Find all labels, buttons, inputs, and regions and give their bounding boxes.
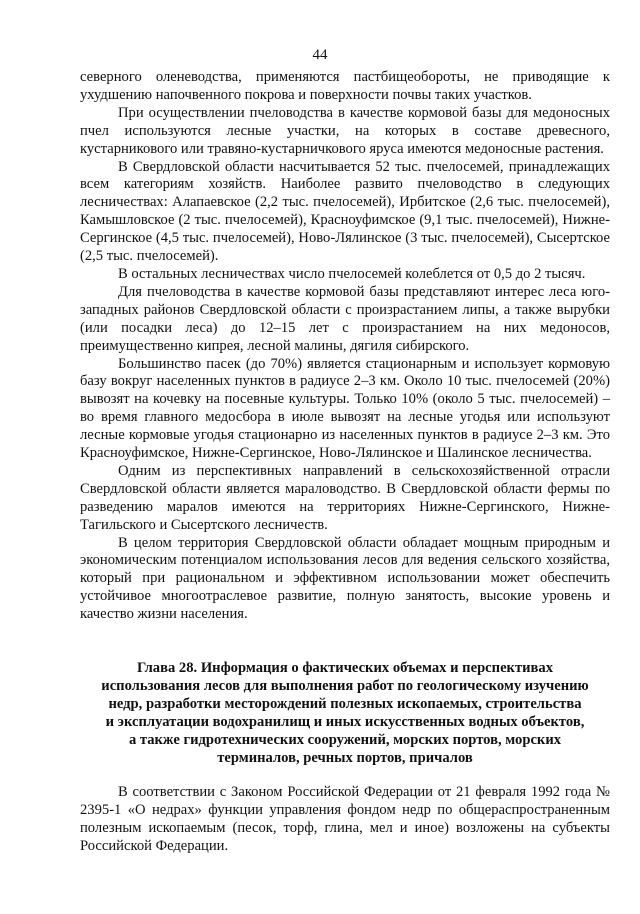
paragraph-summary: В целом территория Свердловской области обладает мощным природным и экономическим потенциалом использования лесов для ведения сельского хозяйства, который при рациональном и эффективном использовании может обеспечить устойчивое многоотраслевое развитие, полную занятость, высокие уровень и качество жизни населения. (80, 534, 610, 623)
paragraph-apiaries: Большинство пасек (до 70%) является стационарным и использует кормовую базу вокруг населенных пунктов в радиусе 2–3 км. Около 10 тыс. пчелосемей (20%) вывозят на кочевку на посевные культуры. Только 10% (около 5 тыс. пчелосемей) – во время главного медосбора в июле вывозят на лесные угодья или используют лесные кормовые угодья стационарно из населенных пунктов в радиусе 2–3 км. Это Красноуфимское, Нижне-Сергинское, Ново-Лялинское и Шалинское лесничества. (80, 355, 610, 462)
chapter-heading-line: использования лесов для выполнения работ по геологическому изучению (101, 677, 589, 694)
paragraph-subsoil-law: В соответствии с Законом Российской Федерации от 21 февраля 1992 года № 2395-1 «О недрах» функции управления фондом недр по общераспространенным полезным ископаемым (песок, торф, глина, мел и иное) возложены на субъекты Российской Федерации. (80, 784, 610, 854)
page-number: 44 (312, 47, 328, 63)
paragraph-other-forestries: В остальных лесничествах число пчелосемей колеблется от 0,5 до 2 тысяч. (118, 265, 586, 282)
chapter-heading-line: терминалов, речных портов, причалов (217, 749, 473, 766)
chapter-heading-line: а также гидротехнических сооружений, морских портов, морских (128, 731, 562, 748)
paragraph-bee-colonies: В Свердловской области насчитывается 52 тыс. пчелосемей, принадлежащих всем категориям хозяйств. Наиболее развито пчеловодство в следующих лесничествах: Алапаевское (2,2 тыс. пчелосемей), Ирбитское (2,6 тыс. пчелосемей), Камышловское (2 тыс. пчелосемей), Красноуфимское (9,1 тыс. пчелосемей), Нижне-Сергинское (4,5 тыс. пчелосемей), Ново-Лялинское (3 тыс. пчелосемей), Сысертское (2,5 тыс. пчелосемей). (80, 158, 610, 265)
chapter-heading-line: недр, разработки месторождений полезных ископаемых, строительства (108, 695, 582, 712)
paragraph-beekeeping-intro: При осуществлении пчеловодства в качестве кормовой базы для медоносных пчел используются лесные участки, на которых в составе древесного, кустарникового или травяно-кустарничкового яруса имеются медоносные растения. (80, 104, 610, 157)
chapter-heading-line: и эксплуатации водохранилищ и иных искусственных водных объектов, (105, 713, 585, 730)
chapter-body (80, 784, 610, 856)
body-text (80, 69, 610, 624)
chapter-heading (80, 660, 610, 767)
paragraph-forage-base: Для пчеловодства в качестве кормовой базы представляют интерес леса юго-западных районов Свердловской области с произрастанием липы, а также вырубки (или посадки леса) до 12–15 лет с произрастанием на них медоносов, преимущественно кипрея, лесной малины, дягиля сибирского. (80, 283, 610, 354)
chapter-heading-line: Глава 28. Информация о фактических объемах и перспективах (136, 660, 554, 676)
paragraph-deer-farming: Одним из перспективных направлений в сельскохозяйственной отрасли Свердловской области является мараловодство. В Свердловской области фермы по разведению маралов имеются на территориях Нижне-Сергинского, Нижне-Тагильского и Сысертского лесничеств. (80, 462, 610, 533)
paragraph-reindeer-continuation: северного оленеводства, применяются пастбищеобороты, не приводящие к ухудшению напочвенного покрова и поверхности почвы таких участков. (80, 69, 610, 103)
